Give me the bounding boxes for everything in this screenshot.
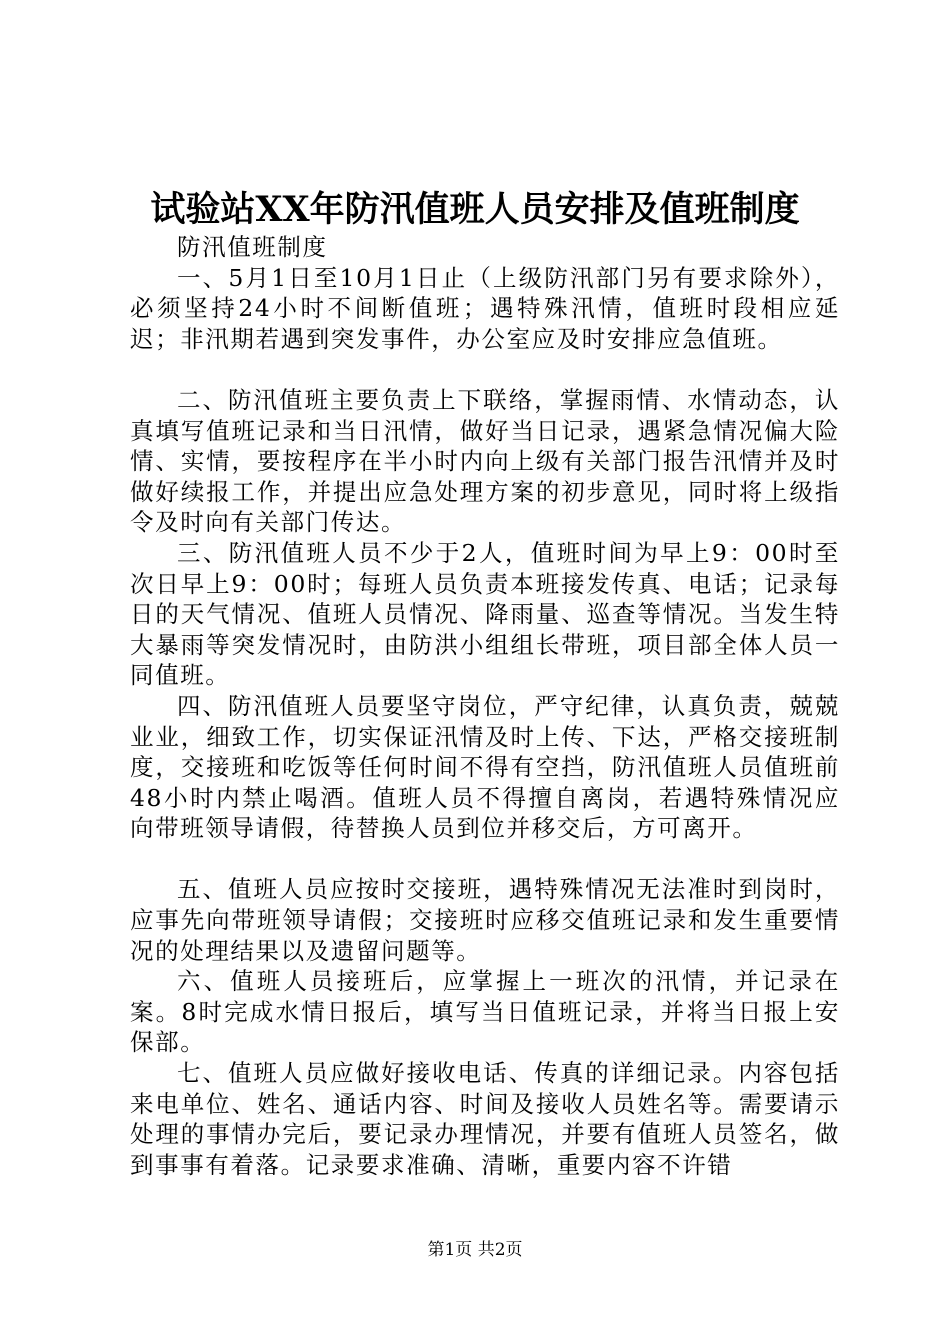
document-title: 试验站XX年防汛值班人员安排及值班制度	[150, 189, 800, 230]
document-body	[130, 232, 840, 1180]
section-heading: 防汛值班制度	[177, 233, 328, 261]
paragraph-2: 二、防汛值班主要负责上下联络，掌握雨情、水情动态，认真填写值班记录和当日汛情，做好当日记录，遇紧急情况偏大险情、实情，要按程序在半小时内向上级有关部门报告汛情并及时做好续报工作，并提出应急处理方案的初步意见，同时将上级指令及时向有关部门传达。	[130, 385, 840, 537]
paragraph-5: 五、值班人员应按时交接班，遇特殊情况无法准时到岗时，应事先向带班领导请假；交接班时应移交值班记录和发生重要情况的处理结果以及遗留问题等。	[130, 875, 840, 965]
paragraph-3: 三、防汛值班人员不少于2人，值班时间为早上9：00时至次日早上9：00时；每班人员负责本班接发传真、电话；记录每日的天气情况、值班人员情况、降雨量、巡查等情况。当发生特大暴雨等突发情况时，由防洪小组组长带班，项目部全体人员一同值班。	[130, 538, 840, 690]
paragraph-7: 七、值班人员应做好接收电话、传真的详细记录。内容包括来电单位、姓名、通话内容、时间及接收人员姓名等。需要请示处理的事情办完后，要记录办理情况，并要有值班人员签名，做到事事有着落。记录要求准确、清晰，重要内容不许错	[130, 1059, 840, 1179]
paragraph-1: 一、5月1日至10月1日止（上级防汛部门另有要求除外），必须坚持24小时不间断值班；遇特殊汛情，值班时段相应延迟；非汛期若遇到突发事件，办公室应及时安排应急值班。	[130, 263, 840, 353]
paragraph-4: 四、防汛值班人员要坚守岗位，严守纪律，认真负责，兢兢业业，细致工作，切实保证汛情及时上传、下达，严格交接班制度，交接班和吃饭等任何时间不得有空挡，防汛值班人员值班前48小时内禁止喝酒。值班人员不得擅自离岗，若遇特殊情况应向带班领导请假，待替换人员到位并移交后，方可离开。	[130, 691, 840, 843]
paragraph-6: 六、值班人员接班后，应掌握上一班次的汛情，并记录在案。8时完成水情日报后，填写当日值班记录，并将当日报上安保部。	[130, 967, 840, 1057]
page-footer: 第1页 共2页	[427, 1240, 523, 1260]
